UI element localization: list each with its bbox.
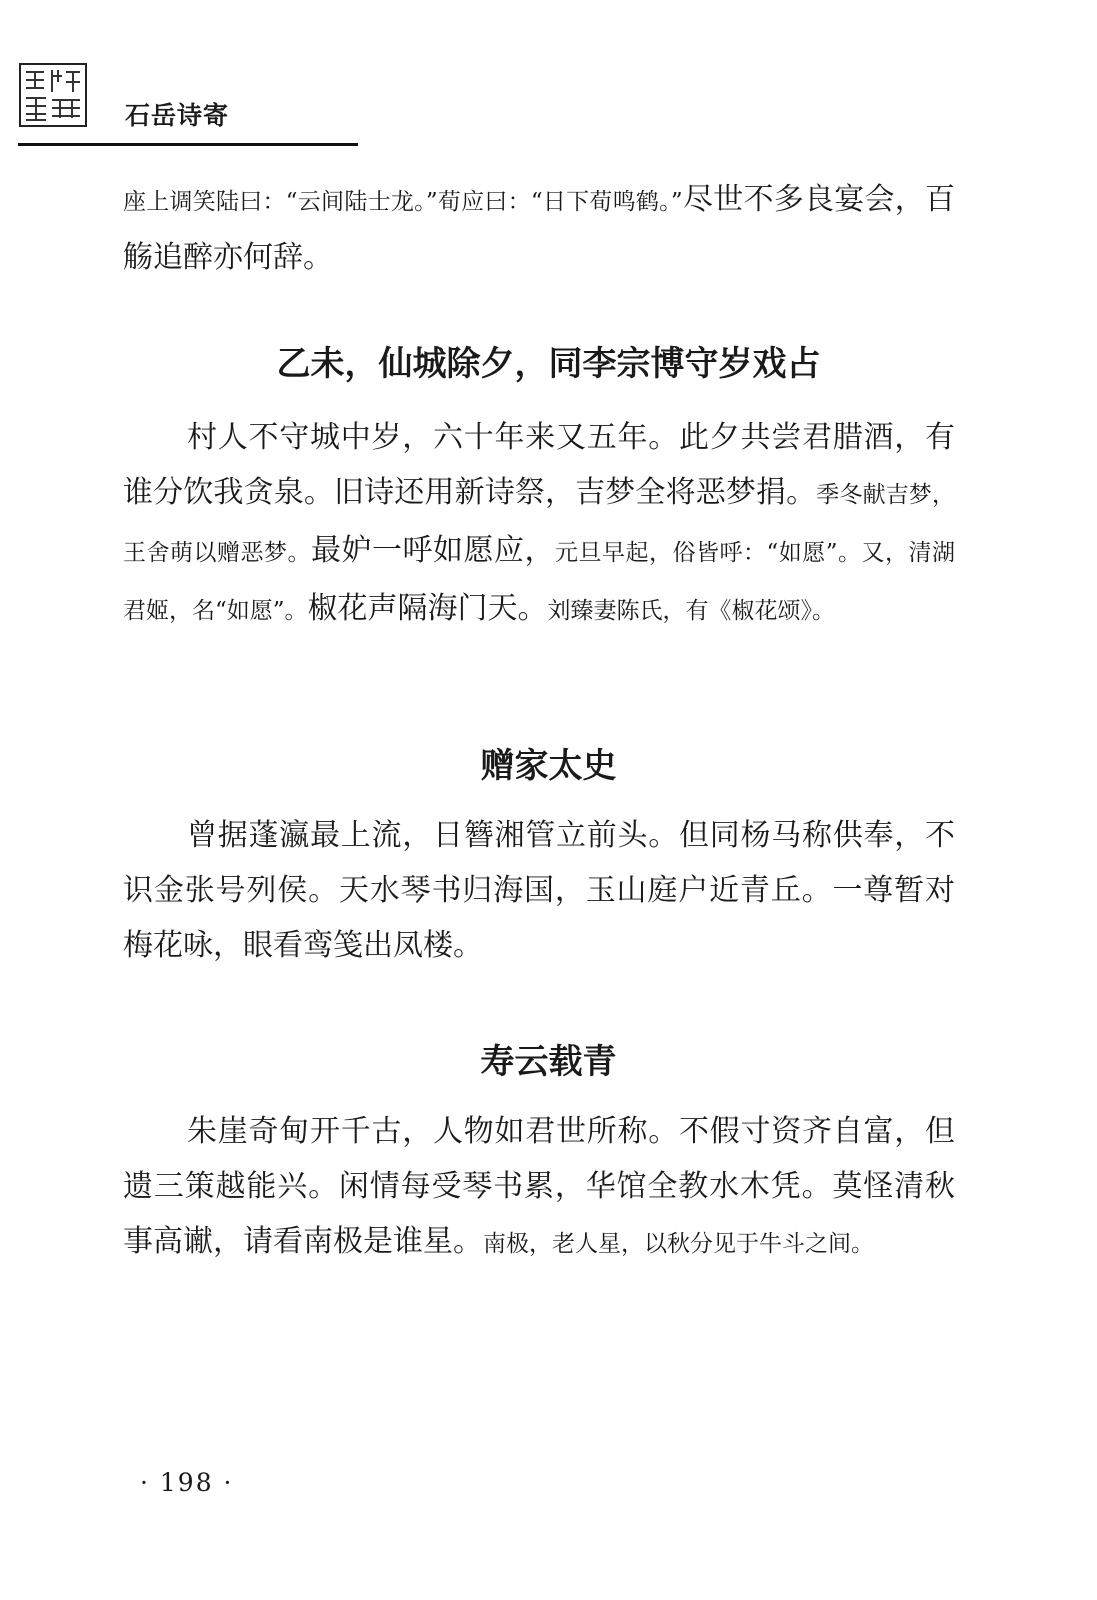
page-number: · 198 · [140,1468,234,1497]
annotation-note: 南极，老人星，以秋分见于牛斗之间。 [483,1231,874,1257]
running-title: 石岳诗寄 [125,101,230,130]
seal-stamp-icon [18,62,88,128]
poem-body [123,410,955,639]
poem-body [123,808,955,973]
verse-text: 最妒一呼如愿应， [311,533,555,568]
poem-title: 乙未，仙城除夕，同李宗博守岁戏占 [276,344,821,384]
verse-text: 尽世不多良宴会，百觞追醉亦何辞。 [123,182,955,275]
header-rule [18,143,358,146]
poem-title: 赠家太史 [480,746,617,786]
annotation-note: 座上调笑陆曰：“云间陆士龙。”荀应曰：“日下荀鸣鹤。” [123,189,683,215]
annotation-note: 元旦早起，俗皆呼：“如愿”。又，清湖君姬，名“如愿”。 [123,540,956,624]
poem-body [123,1104,955,1272]
verse-text: 朱崖奇甸开千古，人物如君世所称。不假寸资齐自富，但遗三策越能兴。闲情每受琴书累，华馆全教水木凭。莫怪清秋事高谳，请看南极是谁星。 [123,1114,955,1259]
verse-text: 椒花声隔海门天。 [307,591,548,626]
annotation-note: 刘臻妻陈氏，有《椒花颂》。 [547,598,836,624]
annotation-note: 季冬献吉梦，王舍萌以赠恶梦。 [123,482,956,566]
continuation-paragraph [123,172,955,285]
poem-title: 寿云载青 [480,1042,617,1082]
verse-text: 曾据蓬瀛最上流，日簪湘管立前头。但同杨马称供奉，不识金张号列侯。天水琴书归海国，玉山庭户近青丘。一尊暂对梅花咏，眼看鸾笺出凤楼。 [123,818,955,963]
verse-text: 村人不守城中岁，六十年来又五年。此夕共尝君腊酒，有谁分饮我贪泉。旧诗还用新诗祭，吉梦全将恶梦捐。 [123,420,955,510]
